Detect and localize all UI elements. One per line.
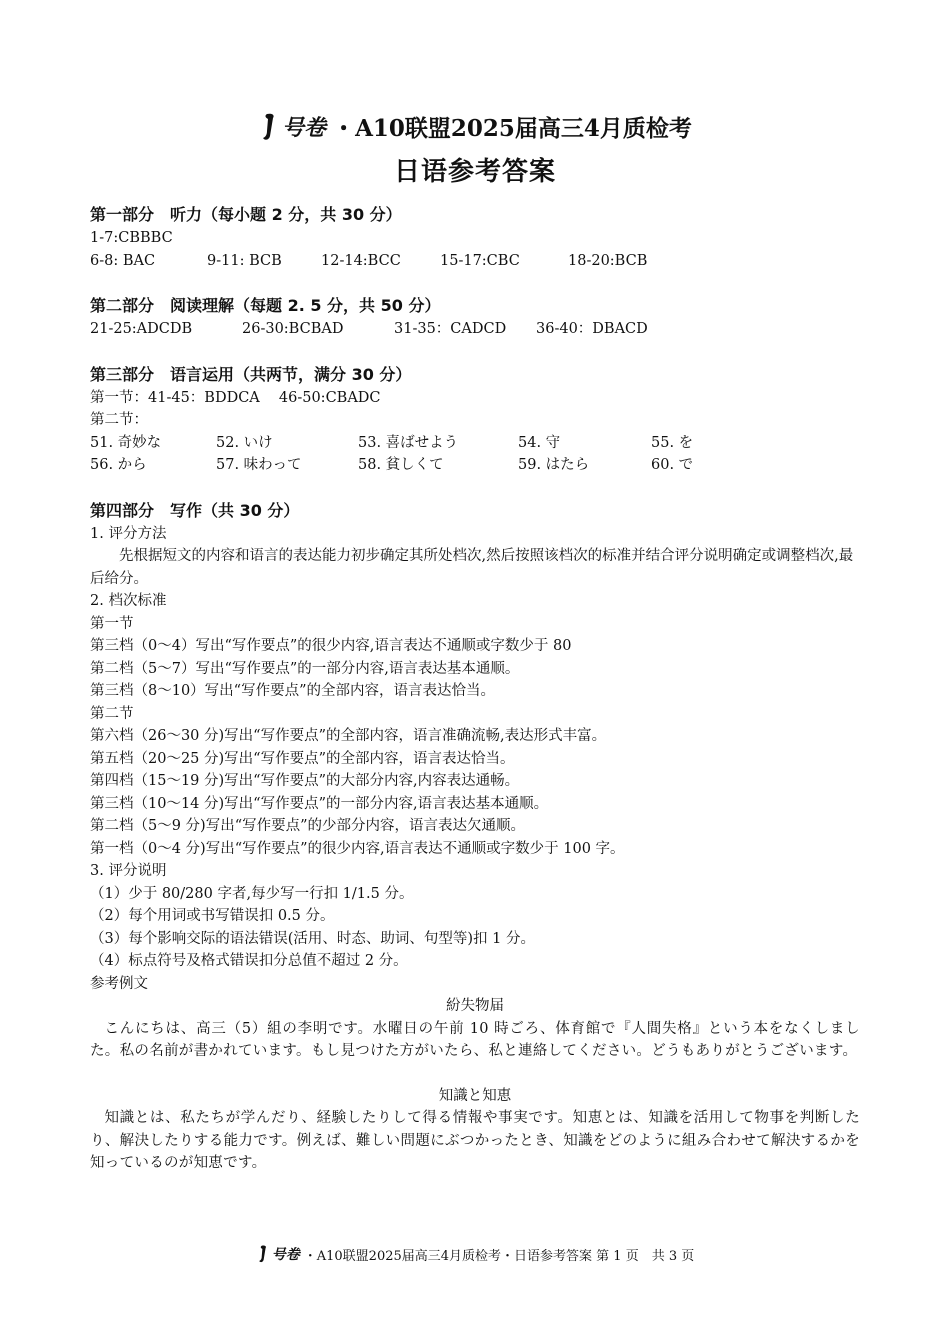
part3-title: 第三部分 语言运用（共两节，满分 30 分）	[90, 364, 412, 384]
scoring-note: （3）每个影响交际的语法错误(活用、时态、助词、句型等)扣 1 分。	[90, 930, 535, 947]
section2-grade: 第六档（26～30 分)写出“写作要点”的全部内容，语言准确流畅,表达形式丰富。	[90, 728, 607, 744]
part2-title: 第二部分 阅读理解（每题 2. 5 分，共 50 分）	[90, 296, 441, 315]
footer-logo: 号卷	[256, 1244, 300, 1264]
answer-item: 52. いけ	[216, 434, 273, 451]
answer-group: 36-40：DBACD	[536, 321, 648, 337]
section1-label: 第一节	[90, 615, 134, 632]
section2-grade: 第一档（0～4 分)写出“写作要点”的很少内容,语言表达不通顺或字数少于 100 字。	[90, 840, 625, 857]
section2-grade: 第三档（10～14 分)写出“写作要点”的一部分内容,语言表达基本通顺。	[90, 795, 549, 812]
answer-group: 6-8: BAC	[90, 252, 156, 269]
page-footer	[0, 1244, 950, 1264]
scoring-method-text: 先根据短文的内容和语言的表达能力初步确定其所处档次,然后按照该档次的标准并结合评分说明确定或调整档次,最后给分。	[90, 548, 854, 587]
document-title: ・A10联盟2025届高三4月质检考	[332, 115, 692, 142]
sample2-title: 知識と知恵	[438, 1087, 512, 1104]
sample1-text: こんにちは、高三（5）組の李明です。水曜日の午前 10 時ごろ、体育館で『人間失格』という本をなくしました。私の名前が書かれています。もし見つけた方がいたら、私と連絡してください。どうもありがとうございます。	[90, 1020, 860, 1059]
answer-group: 15-17:CBC	[440, 252, 520, 269]
part3-section2-label: 第二节：	[90, 412, 148, 428]
document-body	[90, 203, 860, 1175]
answer-item: 60. で	[651, 457, 694, 473]
answer-group: 26-30:BCBAD	[242, 321, 344, 337]
sample1-title: 紛失物届	[446, 998, 504, 1014]
answer-group: 12-14:BCC	[321, 252, 401, 269]
spacer	[90, 341, 860, 363]
part3-section1: 第一节：41-45：BDDCA 46-50:CBADC	[90, 389, 381, 406]
title-line	[0, 110, 950, 143]
scoring-note: （2）每个用词或书写错误扣 0.5 分。	[90, 908, 335, 924]
section2-grade: 第五档（20～25 分)写出“写作要点”的全部内容，语言表达恰当。	[90, 750, 515, 767]
brush-one-icon	[256, 1244, 270, 1264]
part1-answers-1: 1-7:CBBBC	[90, 230, 173, 246]
answer-item: 55. を	[651, 434, 694, 451]
spacer	[90, 477, 860, 499]
grade-standard-label: 2. 档次标准	[90, 593, 167, 609]
part1-answers-2	[90, 250, 860, 273]
answer-item: 53. 喜ばせよう	[358, 434, 459, 451]
answer-group: 18-20:BCB	[568, 252, 648, 269]
section2-grade: 第二档（5～9 分)写出“写作要点”的少部分内容，语言表达欠通顺。	[90, 818, 526, 834]
spacer	[90, 1063, 860, 1085]
answer-group: 21-25:ADCDB	[90, 321, 193, 337]
section1-grade: 第三档（8～10）写出“写作要点”的全部内容，语言表达恰当。	[90, 683, 495, 699]
section1-grade: 第三档（0～4）写出“写作要点”的很少内容,语言表达不通顺或字数少于 80	[90, 638, 572, 654]
section2-label: 第二节	[90, 705, 134, 722]
answer-item: 54. 守	[518, 434, 561, 451]
part4-title: 第四部分 写作（共 30 分）	[90, 500, 300, 520]
answer-item: 59. はたら	[518, 457, 590, 473]
answer-item: 51. 奇妙な	[90, 434, 162, 451]
answer-item: 56. から	[90, 457, 147, 473]
scoring-notes-label: 3. 评分说明	[90, 863, 167, 879]
brush-one-icon	[258, 112, 280, 142]
section1-grade: 第二档（5～7）写出“写作要点”的一部分内容,语言表达基本通顺。	[90, 660, 520, 677]
scoring-note: （1）少于 80/280 字者,每少写一行扣 1/1.5 分。	[90, 885, 414, 902]
part3-answers-row2	[90, 454, 860, 477]
answer-group: 9-11: BCB	[207, 252, 282, 269]
answer-item: 57. 味わって	[216, 457, 302, 473]
scoring-note: （4）标点符号及格式错误扣分总值不超过 2 分。	[90, 953, 408, 969]
spacer	[90, 272, 860, 294]
sample2-text: 知識とは、私たちが学んだり、経験したりして得る情報や事実です。知恵とは、知識を活用して物事を判断したり、解決したりする能力です。例えば、難しい問題にぶつかったとき、知識をどのように組み合わせて解決するかを知っているのが知恵です。	[90, 1110, 860, 1171]
answer-group: 31-35：CADCD	[394, 321, 507, 337]
part1-title: 第一部分 听力（每小题 2 分，共 30 分）	[90, 205, 402, 224]
brand-logo: 号卷	[258, 111, 326, 142]
section2-grade: 第四档（15～19 分)写出“写作要点”的大部分内容,内容表达通畅。	[90, 773, 520, 789]
footer-text: ・A10联盟2025届高三4月质检考・日语参考答案 第 1 页 共 3 页	[303, 1248, 695, 1264]
document-header	[0, 110, 950, 188]
sample-essay-label: 参考例文	[90, 975, 148, 992]
part2-answers	[90, 318, 860, 341]
scoring-method-label: 1. 评分方法	[90, 525, 167, 542]
answer-item: 58. 貧しくて	[358, 457, 444, 473]
document-subtitle: 日语参考答案	[393, 157, 556, 187]
part3-answers-row1	[90, 432, 860, 455]
